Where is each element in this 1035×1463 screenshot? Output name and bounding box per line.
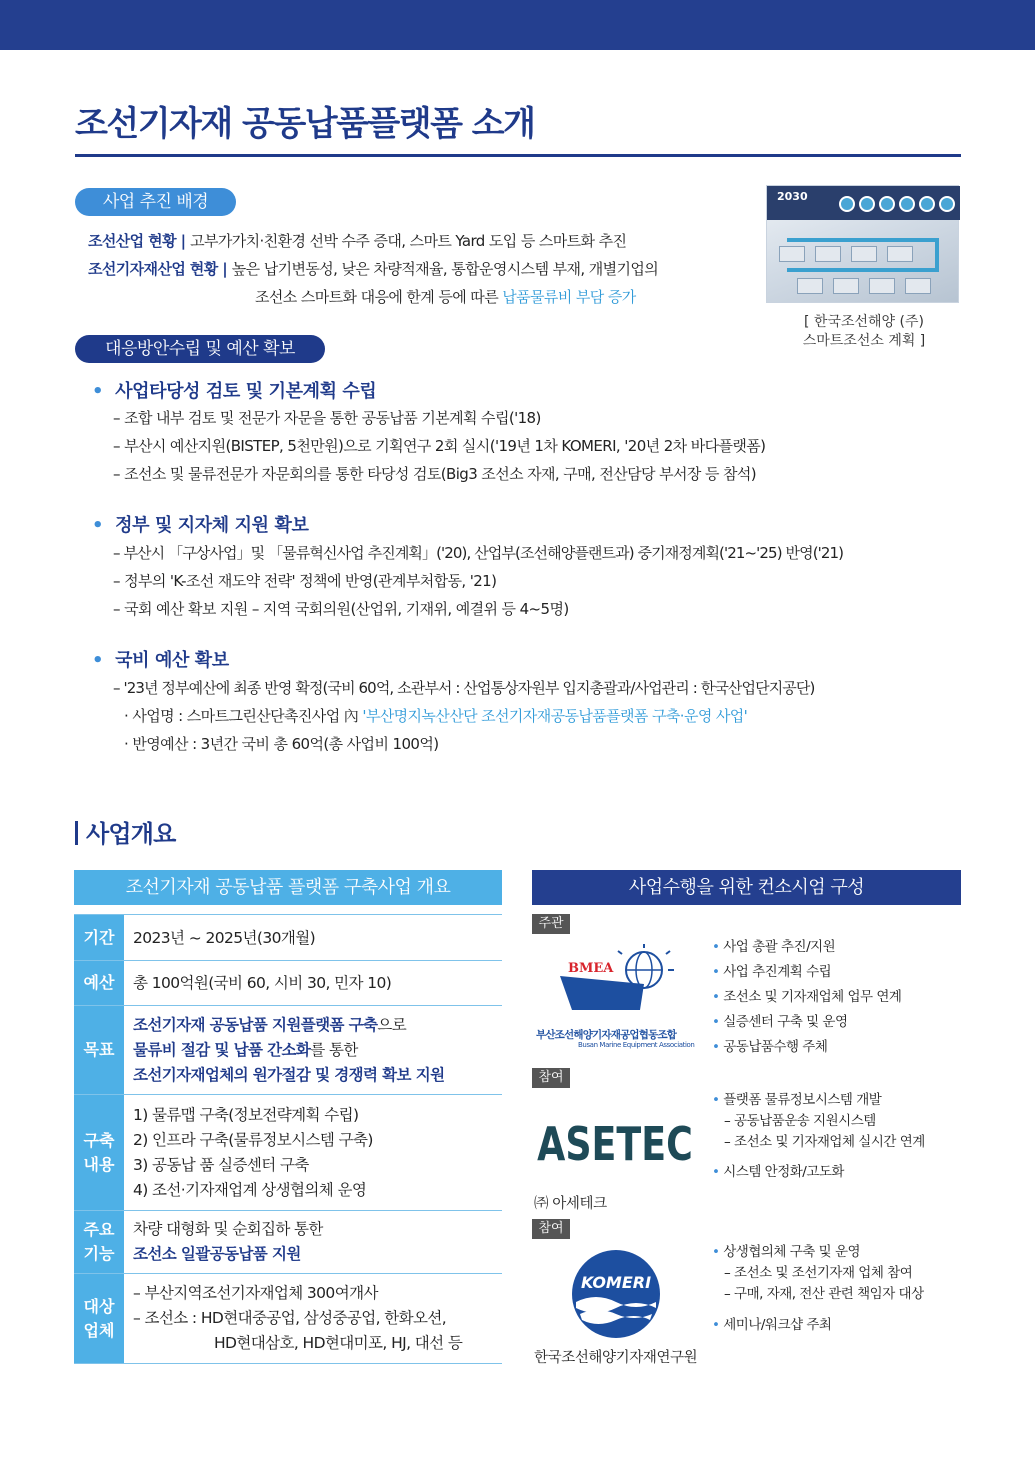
org1-role [712,1035,827,1060]
org3-subrole: – 구매, 자재, 전산 관련 책임자 대상 [724,1286,924,1302]
org2-role [712,1160,844,1185]
bullet-title: 국비 예산 확보 [115,650,229,671]
build-item: 2) 인프라 구축(물류정보시스템 구축) [133,1131,373,1149]
org3-role [712,1313,831,1338]
bullet-title: 정부 및 지자체 지원 확보 [115,515,309,536]
target-line: – 조선소 : HD현대중공업, 삼성중공업, 한화오션, [133,1309,447,1327]
build-item: 4) 조선·기자재업계 상생협의체 운영 [133,1181,367,1199]
build-item: 3) 공동납 품 실증센터 구축 [133,1156,309,1174]
title-underline [75,154,961,157]
title-bar [75,821,78,845]
org1-role [712,960,831,985]
image-tile [815,246,841,262]
separator: | [217,260,232,278]
row-key-line: 대상 [83,1296,115,1316]
smart-shipyard-image [766,185,959,303]
bullet-dot: • [712,1317,724,1333]
target-line: HD현대삼호, HD현대미포, HJ, 대선 등 [214,1334,463,1352]
background-line-1 [88,230,626,251]
row-value [133,1103,373,1203]
bullet-dot: • [92,381,104,402]
row-value: 총 100억원(국비 60, 시비 30, 민자 10) [133,974,392,992]
globe-ray [618,951,622,954]
bullet-heading-national-budget [92,646,229,672]
org1-role [712,985,901,1010]
role-text: 상생협의체 구축 및 운영 [723,1244,861,1260]
image-tile [833,278,859,294]
caption-line: 스마트조선소 계획 ] [802,333,926,349]
image-icon [939,196,955,212]
plan-item: – 부산시 예산지원(BISTEP, 5천만원)으로 기획연구 2회 실시('19년 1차 KOMERI, '20년 2차 바다플랫폼) [113,437,766,455]
participant-tag: 참여 [532,1068,570,1088]
role-text: 사업 추진계획 수립 [723,964,832,980]
logistics-cost-highlight: 납품물류비 부담 증가 [502,288,636,306]
image-tile [797,278,823,294]
overview-table-title: 조선기자재 공동납품 플랫폼 구축사업 개요 [74,870,502,905]
bullet-dot: • [712,939,724,955]
bmea-wordmark: BMEA [568,961,614,976]
org1-role [712,935,835,960]
image-flow-line [787,268,937,272]
table-row [74,1210,502,1273]
bmea-logo [552,940,682,1024]
image-flow-line [935,238,939,272]
bmea-logo-korean: 부산조선해양기자재공업협동조합 [536,1029,677,1041]
bullet-heading-feasibility [92,377,376,403]
bullet-dot: • [712,1164,724,1180]
role-text: 사업 총괄 추진/지원 [723,939,836,955]
asetec-wordmark: ASETEC [537,1118,693,1172]
org3-role [712,1240,860,1265]
bullet-dot: • [712,989,724,1005]
asetec-logo [537,1112,693,1172]
row-value [133,1013,444,1088]
role-text: 시스템 안정화/고도화 [723,1164,844,1180]
image-icon [919,196,935,212]
row-key-line: 업체 [83,1320,115,1340]
row-key [74,1274,124,1363]
equipment-status-text: 높은 납기변동성, 낮은 차량적재율, 통합운영시스템 부재, 개별기업의 [231,260,659,278]
komeri-caption: 한국조선해양기자재연구원 [534,1350,698,1366]
row-value [133,1217,323,1267]
participant-tag: 참여 [532,1219,570,1239]
org2-role [712,1088,881,1113]
bullet-dot: • [712,1092,724,1108]
asetec-caption: ㈜ 아세테크 [534,1196,607,1212]
row-key [74,1211,124,1273]
top-banner [0,0,1035,50]
caption-line: [ 한국조선해양 (주) [804,314,924,330]
row-key-line: 내용 [83,1154,115,1174]
plan-item: – 국회 예산 확보 지원 – 지역 국회의원(산업위, 기재위, 예결위 등 4~5명) [113,600,569,618]
background-line-2 [88,258,658,279]
org2-subrole: – 공동납품운송 지원시스템 [724,1113,876,1129]
plan-item: – 조합 내부 검토 및 전문가 자문을 통한 공동납품 기본계획 수립('18) [113,409,541,427]
bullet-dot: • [712,1244,724,1260]
row-key [74,1095,124,1210]
image-flow-line [787,238,937,242]
project-name-highlight: '부산명지녹산산단 조선기자재공동납품플랫폼 구축·운영 사업' [362,707,748,725]
goal-text: 를 통한 [310,1041,358,1059]
komeri-circle [572,1250,660,1338]
role-text: 조선소 및 기자재업체 업무 연계 [723,989,902,1005]
target-line: – 부산지역조선기자재업체 300여개사 [133,1284,378,1302]
ship-hull [560,976,644,1010]
shipbuilding-status-text: 고부가가치·친환경 선박 수주 증대, 스마트 Yard 도입 등 스마트화 추진 [190,232,627,250]
role-text: 세미나/워크샵 주최 [723,1317,832,1333]
lead-tag: 주관 [532,914,570,934]
role-text: 실증센터 구축 및 운영 [723,1014,848,1030]
image-tile [869,278,895,294]
image-icon [859,196,875,212]
row-value [133,1281,462,1356]
role-text: 플랫폼 물류정보시스템 개발 [723,1092,882,1108]
image-tile [887,246,913,262]
overview-section-title [75,814,176,849]
row-key: 예산 [74,961,124,1005]
row-key-line: 구축 [83,1130,115,1150]
plan-subitem: · 반영예산 : 3년간 국비 총 60억(총 사업비 100억) [124,735,439,753]
bullet-heading-government [92,511,308,537]
plan-item: – 조선소 및 물류전문가 자문회의를 통한 타당성 검토(Big3 조선소 자재, 구매, 전산담당 부서장 등 참석) [113,465,757,483]
goal-emphasis: 조선기자재 공동납품 지원플랫폼 구축 [133,1016,378,1034]
image-year: 2030 [777,190,808,203]
bullet-dot: • [712,964,724,980]
row-key: 기간 [74,915,124,960]
separator: | [175,232,191,250]
bullet-title: 사업타당성 검토 및 기본계획 수립 [115,381,377,402]
image-tile [851,246,877,262]
row-key-line: 주요 [83,1220,115,1239]
table-row [74,1094,502,1210]
globe-ray [666,951,670,954]
plan-item: – 부산시 「구상사업」및 「물류혁신사업 추진계획」('20), 산업부(조선해양플랜트과) 중기재정계획('21~'25) 반영('21) [113,544,844,562]
plan-pill: 대응방안수립 및 예산 확보 [75,335,325,363]
page-title: 조선기자재 공동납품플랫폼 소개 [75,104,535,144]
table-row [74,914,502,960]
goal-emphasis: 조선기자재업체의 원가절감 및 경쟁력 확보 지원 [133,1066,445,1084]
equipment-status-text-cont: 조선소 스마트화 대응에 한계 등에 따른 [255,288,503,306]
komeri-logo [570,1248,662,1340]
plan-item: – '23년 정부예산에 최종 반영 확정(국비 60억, 소관부서 : 산업통상자원부 입지총괄과/사업관리 : 한국산업단지공단) [113,679,815,697]
org1-role [712,1010,848,1035]
equipment-status-key: 조선기자재산업 현황 [88,260,218,278]
row-value: 2023년 ~ 2025년(30개월) [133,929,316,947]
bullet-dot: • [92,650,104,671]
plan-subitem [124,705,747,726]
komeri-wordmark: KOMERI [580,1273,652,1292]
background-pill: 사업 추진 배경 [75,188,236,216]
image-icon [899,196,915,212]
image-icon [839,196,855,212]
goal-text: 으로 [377,1016,407,1034]
table-row [74,1005,502,1094]
image-caption [766,313,962,351]
build-item: 1) 물류맵 구축(정보전략계획 수립) [133,1106,359,1124]
shipbuilding-status-key: 조선산업 현황 [88,232,176,250]
function-text: 차량 대형화 및 순회집하 통한 [133,1220,323,1238]
image-tile [779,246,805,262]
consortium-title: 사업수행을 위한 컨소시엄 구성 [532,870,961,905]
row-key: 목표 [74,1006,124,1094]
table-row [74,960,502,1005]
org2-subrole: – 조선소 및 기자재업체 실시간 연계 [724,1134,925,1150]
plan-item: – 정부의 'K-조선 재도약 전략' 정책에 반영(관계부처합동, '21) [113,572,497,590]
table-row [74,1273,502,1364]
bullet-dot: • [712,1039,724,1055]
image-tile [905,278,931,294]
image-icon [879,196,895,212]
overview-title-text: 사업개요 [86,820,176,848]
bmea-logo-english: Busan Marine Equipment Association [578,1041,695,1049]
project-name-label: · 사업명 : 스마트그린산단촉진사업 內 [124,707,363,725]
goal-emphasis: 물류비 절감 및 납품 간소화 [133,1041,311,1059]
org3-subrole: – 조선소 및 조선기자재 업체 참여 [724,1265,913,1281]
bullet-dot: • [712,1014,724,1030]
background-line-3 [255,286,636,307]
function-emphasis: 조선소 일괄공동납품 지원 [133,1245,301,1263]
bullet-dot: • [92,515,104,536]
row-key-line: 기능 [83,1244,115,1263]
role-text: 공동납품수행 주체 [723,1039,828,1055]
